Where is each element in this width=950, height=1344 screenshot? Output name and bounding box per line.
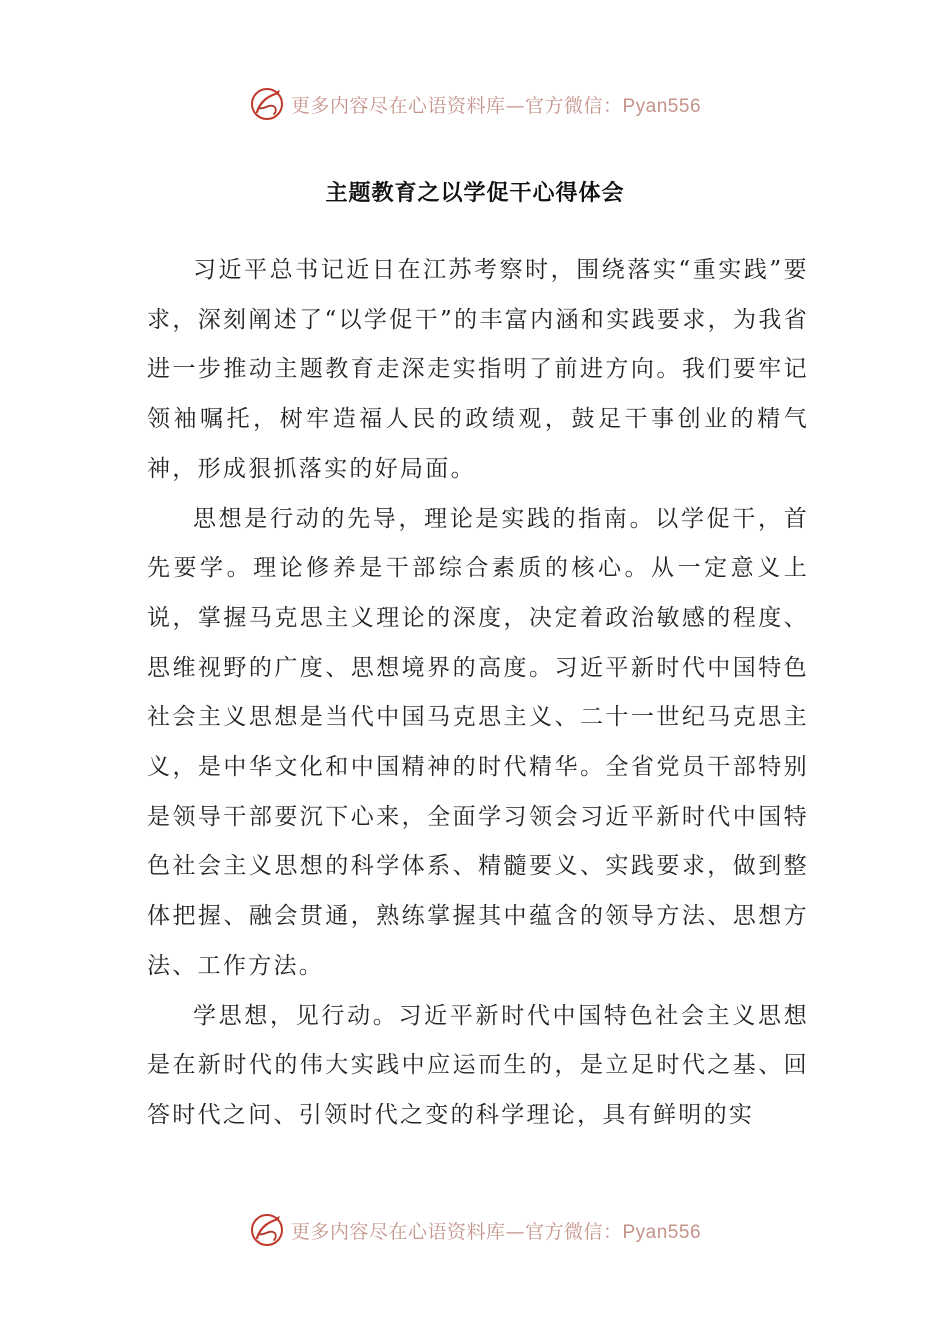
watermark-wechat-id: Pyan556 xyxy=(622,1221,702,1243)
header-watermark xyxy=(0,84,950,124)
pen-signature-logo-icon xyxy=(249,1212,285,1248)
paragraph-1: 习近平总书记近日在江苏考察时，围绕落实“重实践”要求，深刻阐述了“以学促干”的丰富内涵和实践要求，为我省进一步推动主题教育走深走实指明了前进方向。我们要牢记领袖嘱托，树牢造福人民的政绩观，鼓足干事创业的精气神，形成狠抓落实的好局面。 xyxy=(147,257,809,482)
watermark-wechat-id: Pyan556 xyxy=(622,95,702,117)
footer-watermark xyxy=(0,1210,950,1250)
pen-signature-logo-icon xyxy=(249,86,285,122)
watermark-text: 更多内容尽在心语资料库—官方微信：Pyan556 xyxy=(290,94,702,117)
document-body xyxy=(147,246,809,1141)
paragraph-3: 学思想，见行动。习近平新时代中国特色社会主义思想是在新时代的伟大实践中应运而生的，是立足时代之基、回答时代之问、引领时代之变的科学理论，具有鲜明的实 xyxy=(147,1002,809,1128)
document-title: 主题教育之以学促干心得体会 xyxy=(325,180,625,206)
watermark-text: 更多内容尽在心语资料库—官方微信：Pyan556 xyxy=(290,1220,702,1243)
paragraph-2: 思想是行动的先导，理论是实践的指南。以学促干，首先要学。理论修养是干部综合素质的核心。从一定意义上说，掌握马克思主义理论的深度，决定着政治敏感的程度、思维视野的广度、思想境界的高度。习近平新时代中国特色社会主义思想是当代中国马克思主义、二十一世纪马克思主义，是中华文化和中国精神的时代精华。全省党员干部特别是领导干部要沉下心来，全面学习领会习近平新时代中国特色社会主义思想的科学体系、精髓要义、实践要求，做到整体把握、融会贯通，熟练掌握其中蕴含的领导方法、思想方法、工作方法。 xyxy=(147,505,809,979)
